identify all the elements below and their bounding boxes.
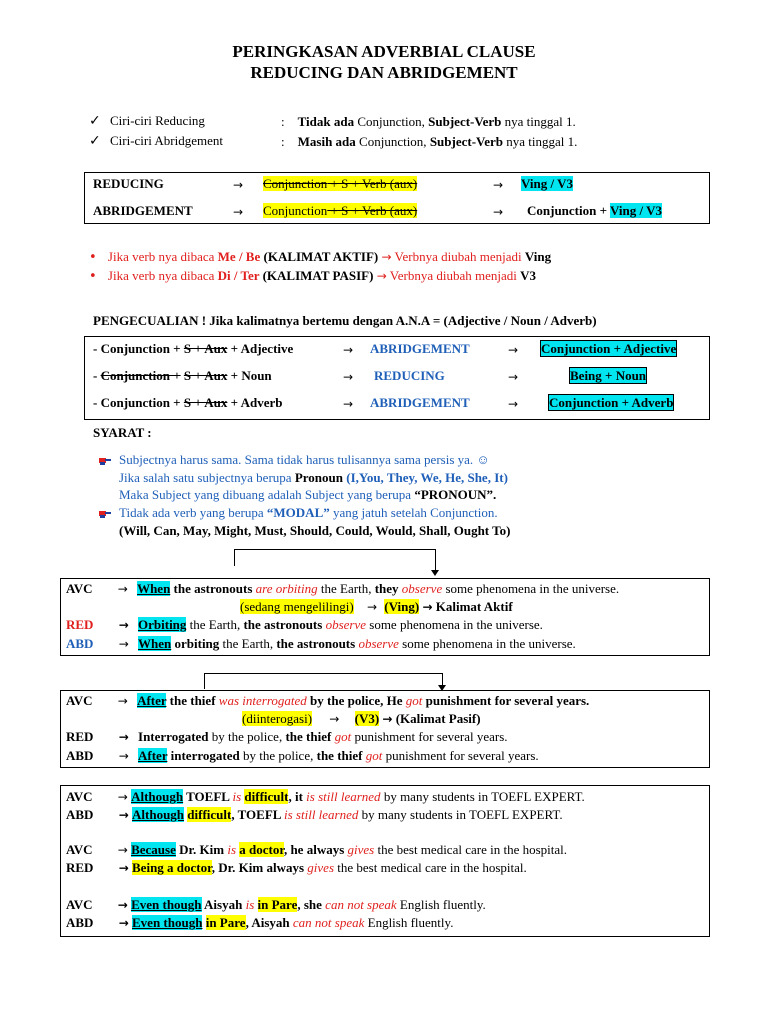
ex3-line-3: AVC → Because Dr. Kim is a doctor, he always gives the best medical care in the hospital. [66, 842, 567, 857]
rule-passive: • Jika verb nya dibaca Di / Ter (KALIMAT PASIF) → Verbnya diubah menjadi V3 [89, 268, 536, 284]
checkmark-icon: ✓ [89, 113, 101, 129]
formula-reducing-result: Ving / V3 [521, 176, 574, 191]
criteria-reducing-desc: : Tidak ada Conjunction, Subject-Verb nya tinggal 1. [281, 114, 576, 129]
arrow-icon: → [117, 694, 128, 708]
arrow-icon: → [233, 178, 244, 192]
arrow-icon: → [382, 712, 393, 726]
ex3-line-6: ABD → Even though in Pare, Aisyah can not speak English fluently. [66, 915, 454, 930]
ex3-line-5: AVC → Even though Aisyah is in Pare, she can not speak English fluently. [66, 897, 486, 912]
connector-line [234, 549, 436, 550]
ex3-line-2: ABD → Although difficult, TOEFL is still learned by many students in TOEFL EXPERT. [66, 807, 563, 822]
exception-heading: PENGECUALIAN ! Jika kalimatnya bertemu dengan A.N.A = (Adjective / Noun / Adverb) [93, 313, 597, 328]
arrow-icon: → [118, 808, 129, 822]
arrow-icon: → [117, 843, 128, 857]
formula-reducing-conj: Conjunction + S + Verb (aux) [263, 176, 418, 191]
criteria-reducing: ✓ Ciri-ciri Reducing [89, 113, 205, 129]
arrowhead-icon [431, 570, 439, 576]
arrow-icon: → [117, 898, 128, 912]
formula-abridgement-result: Conjunction + Ving / V3 [527, 203, 663, 218]
arrow-icon: → [493, 205, 504, 219]
exception-type: ABRIDGEMENT [370, 341, 470, 356]
exception-result: Being + Noun [570, 368, 647, 383]
syarat-point-4: Tidak ada verb yang berupa “MODAL” yang jatuh setelah Conjunction. [119, 505, 498, 520]
ex1-note: (sedang mengelilingi) → (Ving) → Kalimat Aktif [240, 599, 513, 614]
arrow-icon: → [117, 582, 128, 596]
arrow-icon: → [508, 370, 519, 384]
arrow-icon: → [381, 250, 392, 264]
formula-abridgement-conj: Conjunction + S + Verb (aux) [263, 203, 418, 218]
arrow-icon: → [118, 861, 129, 875]
exception-result: Conjunction + Adverb [549, 395, 674, 410]
arrow-icon: → [118, 749, 129, 763]
ex3-line-4: RED → Being a doctor, Dr. Kim always gives the best medical care in the hospital. [66, 860, 527, 875]
criteria-abridgement: ✓ Ciri-ciri Abridgement [89, 133, 223, 149]
ex2-abd-line: ABD → After interrogated by the police, the thief got punishment for several years. [66, 748, 539, 763]
arrow-icon: → [508, 343, 519, 357]
connector-line [234, 549, 235, 566]
page-subtitle: REDUCING DAN ABRIDGEMENT [250, 63, 518, 82]
arrow-icon: → [118, 730, 129, 744]
ex1-red-line: RED → Orbiting the Earth, the astronouts observe some phenomena in the universe. [66, 617, 543, 632]
arrow-icon: → [117, 790, 128, 804]
syarat-point-3: Maka Subject yang dibuang adalah Subject yang berupa “PRONOUN”. [119, 487, 497, 502]
exception-row-adjective: - Conjunction + S + Aux + Adjective [93, 341, 294, 356]
ex2-note: (diinterogasi) → (V3) → (Kalimat Pasif) [242, 711, 481, 726]
arrow-icon: → [233, 205, 244, 219]
arrow-icon: → [343, 370, 354, 384]
ex1-abd-line: ABD → When orbiting the Earth, the astronouts observe some phenomena in the universe. [66, 636, 576, 651]
exception-type: ABRIDGEMENT [370, 395, 470, 410]
pointing-hand-icon [99, 454, 111, 466]
checkmark-icon: ✓ [89, 133, 101, 149]
connector-line [204, 673, 443, 674]
ex1-avc-line: AVC → When the astronouts are orbiting the Earth, they observe some phenomena in the universe. [66, 581, 620, 596]
syarat-modal-list: (Will, Can, May, Might, Must, Should, Could, Would, Shall, Ought To) [119, 523, 511, 538]
arrow-icon: → [366, 600, 378, 614]
arrow-icon: → [343, 343, 354, 357]
syarat-point-1: Subjectnya harus sama. Sama tidak harus tulisannya sama persis ya. ☺ [119, 452, 490, 467]
arrow-icon: → [343, 397, 354, 411]
ex2-red-line: RED → Interrogated by the police, the thief got punishment for several years. [66, 729, 508, 744]
rule-active: • Jika verb nya dibaca Me / Be (KALIMAT AKTIF) → Verbnya diubah menjadi Ving [89, 249, 552, 265]
pointing-hand-icon [99, 507, 111, 519]
arrow-icon: → [422, 600, 433, 614]
exception-type: REDUCING [374, 368, 445, 383]
formula-reducing-label: REDUCING [93, 176, 164, 191]
ex2-avc-line: AVC → After the thief was interrogated by the police, He got punishment for several years. [66, 693, 590, 708]
criteria-abridgement-desc: : Masih ada Conjunction, Subject-Verb nya tinggal 1. [281, 134, 578, 149]
exception-row-adverb: - Conjunction + S + Aux + Adverb [93, 395, 283, 410]
arrow-icon: → [493, 178, 504, 192]
arrow-icon: → [118, 637, 129, 651]
formula-abridgement-label: ABRIDGEMENT [93, 203, 193, 218]
bullet-icon: • [89, 250, 97, 265]
ex3-line-1: AVC → Although TOEFL is difficult, it is still learned by many students in TOEFL EXPERT. [66, 789, 585, 804]
arrow-icon: → [118, 618, 129, 632]
arrow-icon: → [329, 712, 340, 726]
page-title: PERINGKASAN ADVERBIAL CLAUSE [232, 42, 536, 61]
syarat-heading: SYARAT : [93, 425, 152, 440]
exception-row-noun: - Conjunction + S + Aux + Noun [93, 368, 272, 383]
exception-result: Conjunction + Adjective [541, 341, 677, 356]
arrow-icon: → [508, 397, 519, 411]
arrow-icon: → [118, 916, 129, 930]
syarat-point-2: Jika salah satu subjectnya berupa Pronoun (I,You, They, We, He, She, It) [119, 470, 508, 485]
connector-line [204, 673, 205, 689]
bullet-icon: • [89, 269, 97, 284]
arrow-icon: → [376, 269, 387, 283]
